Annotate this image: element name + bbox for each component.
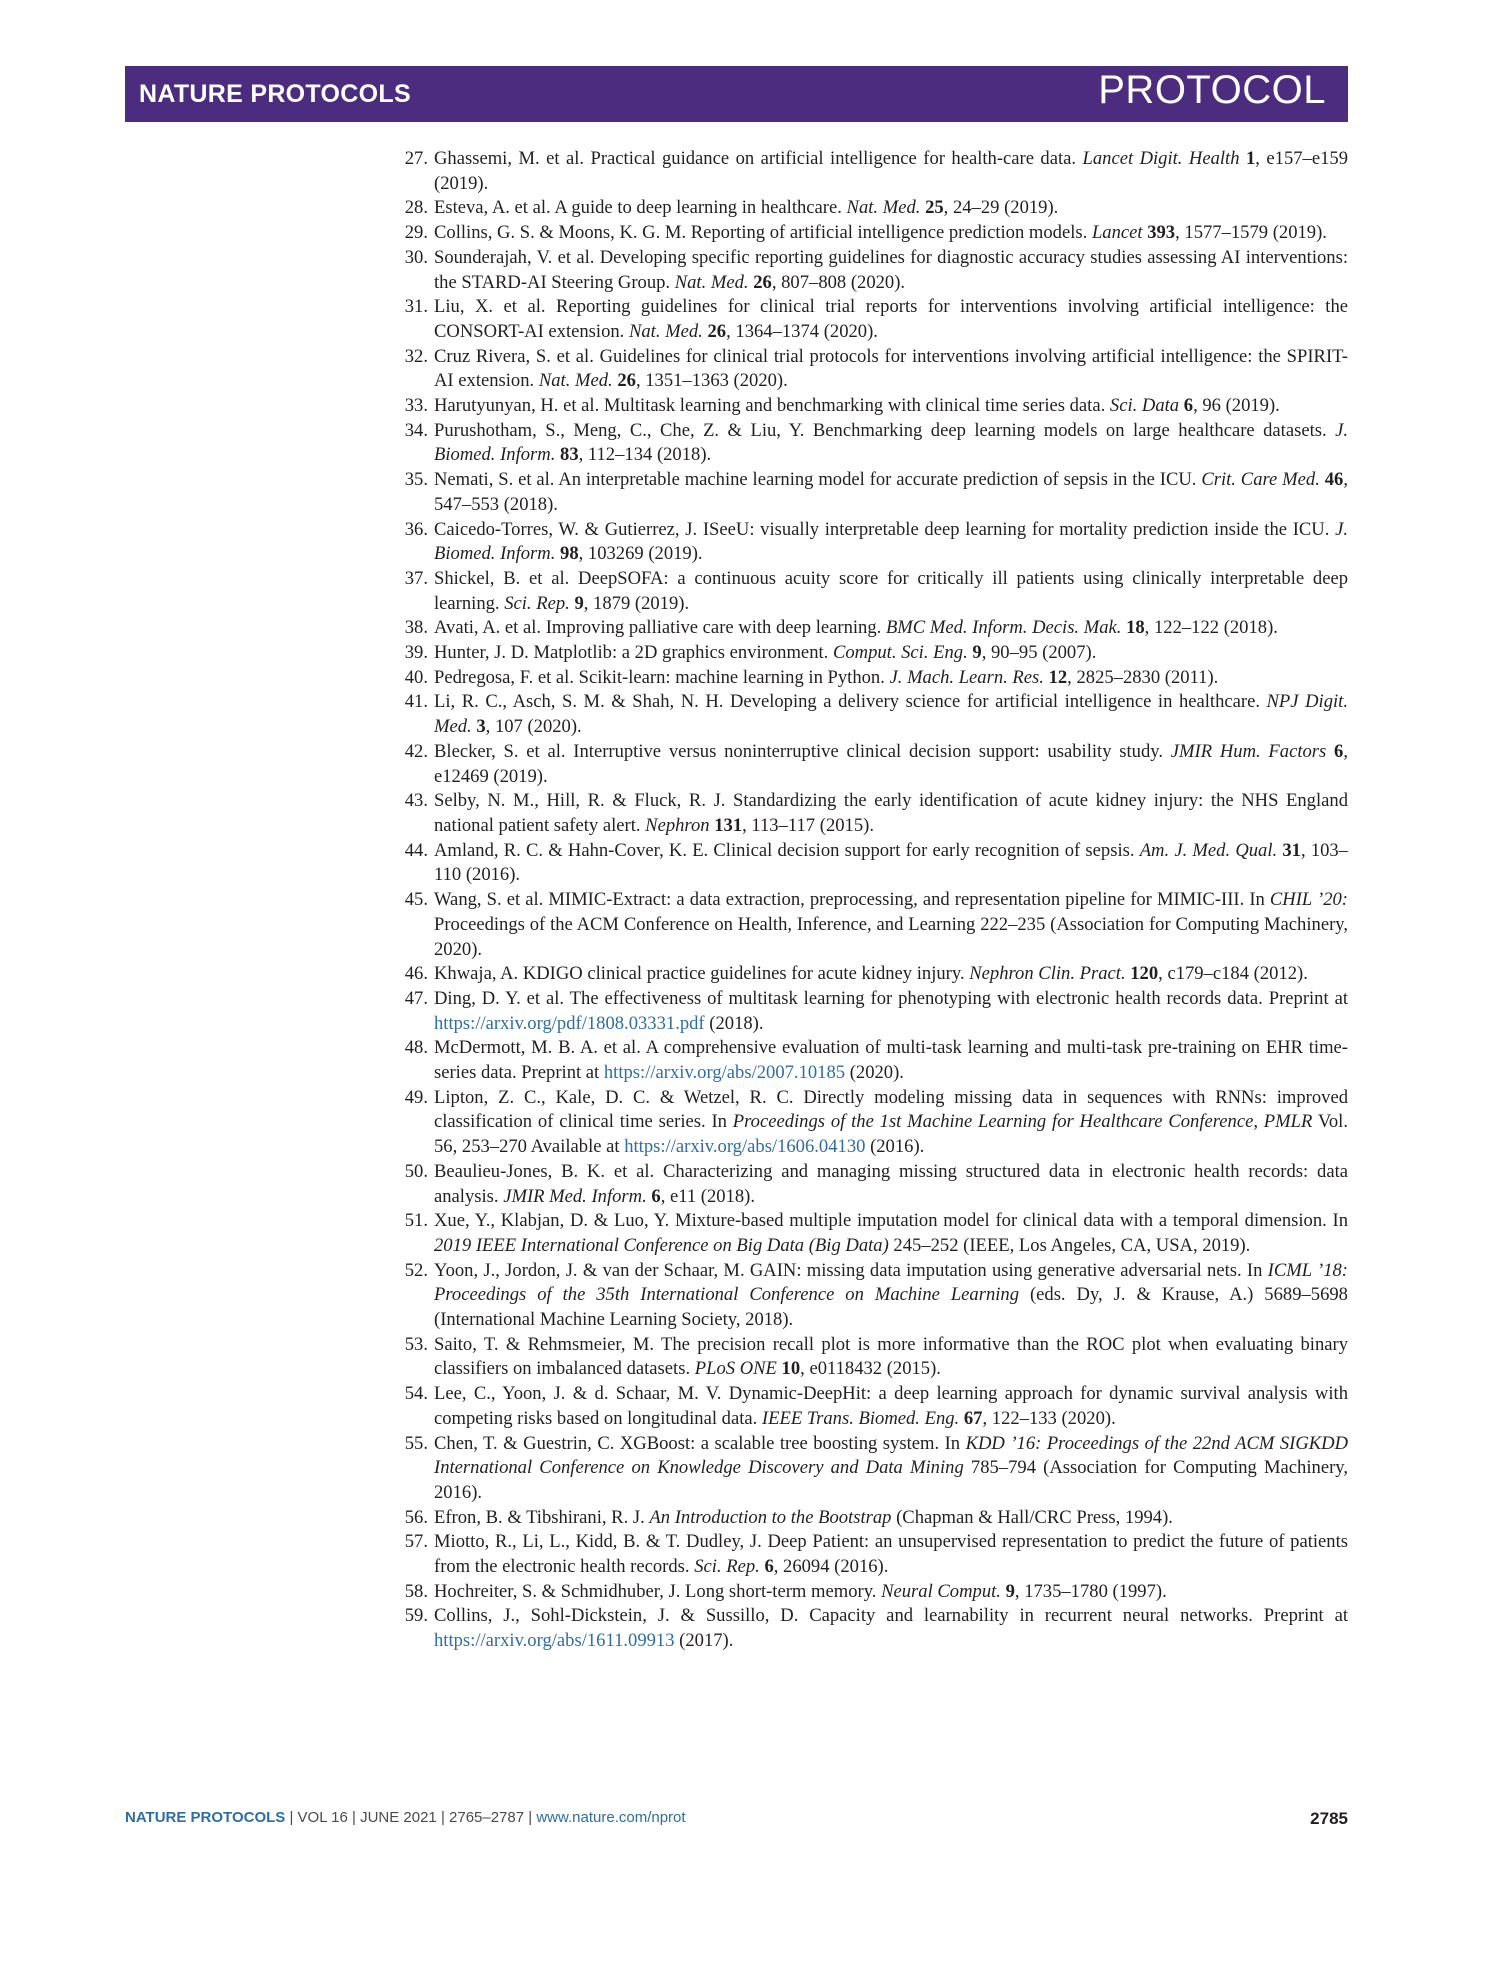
reference-text: Shickel, B. et al. DeepSOFA: a continuous acuity score for critically ill patients using clinically interpretable deep learning. [434, 567, 1348, 614]
reference-text: Avati, A. et al. Improving palliative care with deep learning. [434, 617, 886, 639]
reference-volume: 25 [925, 197, 944, 219]
reference-text: Harutyunyan, H. et al. Multitask learning and benchmarking with clinical time series data. [434, 395, 1110, 417]
reference-text: (2020). [845, 1062, 904, 1084]
reference-link[interactable]: https://arxiv.org/abs/2007.10185 [603, 1062, 846, 1084]
reference-volume: 131 [714, 814, 743, 836]
reference-text: Hochreiter, S. & Schmidhuber, J. Long short-term memory. [434, 1580, 882, 1602]
reference-text: , 1364–1374 (2020). [726, 320, 878, 342]
reference-number: 54. [404, 1383, 428, 1405]
reference-text: Wang, S. et al. MIMIC-Extract: a data extraction, preprocessing, and representation pipeline for MIMIC-III. In [434, 889, 1270, 911]
reference-journal: Sci. Rep. [694, 1556, 760, 1578]
reference-item [404, 1333, 1348, 1382]
reference-text: , 96 (2019). [1193, 395, 1280, 417]
reference-number: 45. [404, 889, 428, 911]
reference-text: , 807–808 (2020). [771, 271, 906, 293]
reference-number: 48. [404, 1037, 428, 1059]
reference-text: Ghassemi, M. et al. Practical guidance on artificial intelligence for health-care data. [434, 148, 1083, 169]
reference-journal: Proceedings of the 1st Machine Learning for Healthcare Conference, PMLR [732, 1111, 1313, 1133]
reference-journal: Lancet Digit. Health [1082, 148, 1240, 169]
reference-item [404, 690, 1348, 739]
reference-text: , 1879 (2019). [583, 592, 690, 614]
reference-journal: Sci. Data [1109, 395, 1180, 417]
reference-item [404, 468, 1348, 517]
reference-text: , 113–117 (2015). [742, 814, 874, 836]
reference-journal: Comput. Sci. Eng. [832, 642, 968, 664]
reference-item [404, 1382, 1348, 1431]
reference-text: , 24–29 (2019). [943, 197, 1059, 219]
reference-text: , 103269 (2019). [578, 543, 703, 565]
reference-journal: KDD ’16: Proceedings of the 22nd ACM SIGKDD International Conference on Knowledge Discovery and Data Mining [434, 1432, 1349, 1479]
reference-text: , e157–e159 (2019). [434, 148, 1348, 194]
reference-link[interactable]: https://arxiv.org/abs/1611.09913 [434, 1630, 675, 1652]
reference-text: , 26094 (2016). [773, 1556, 889, 1578]
reference-journal: PLoS ONE [694, 1358, 777, 1380]
journal-header-bar [125, 66, 1348, 122]
reference-item [404, 1604, 1348, 1653]
reference-text: Efron, B. & Tibshirani, R. J. [434, 1506, 650, 1528]
reference-item [404, 641, 1348, 666]
reference-volume: 31 [1282, 839, 1301, 861]
reference-item [404, 196, 1348, 221]
reference-journal: JMIR Hum. Factors [1170, 740, 1327, 762]
reference-text: , c179–c184 (2012). [1158, 963, 1308, 985]
reference-text: Yoon, J., Jordon, J. & van der Schaar, M. GAIN: missing data imputation using generative adversarial nets. In [434, 1259, 1268, 1281]
reference-volume: 6 [651, 1185, 661, 1207]
reference-text: , 103–110 (2016). [434, 839, 1349, 886]
reference-item [404, 987, 1348, 1036]
reference-text: Li, R. C., Asch, S. M. & Shah, N. H. Developing a delivery science for artificial intelligence in healthcare. [434, 691, 1267, 713]
reference-item [404, 1209, 1348, 1258]
reference-journal: Nat. Med. [538, 370, 613, 392]
reference-text: Beaulieu-Jones, B. K. et al. Characterizing and managing missing structured data in electronic health records: data analysis. [434, 1160, 1348, 1207]
reference-item [404, 740, 1348, 789]
reference-journal: NPJ Digit. Med. [434, 691, 1348, 738]
reference-number: 39. [404, 642, 428, 664]
reference-number: 43. [404, 790, 428, 812]
reference-journal: Crit. Care Med. [1201, 469, 1320, 491]
reference-text: Selby, N. M., Hill, R. & Fluck, R. J. Standardizing the early identification of acute kidney injury: the NHS England national patient safety alert. [434, 790, 1348, 836]
reference-text: Lee, C., Yoon, J. & d. Schaar, M. V. Dynamic-DeepHit: a deep learning approach for dynamic survival analysis with competing risks based on longitudinal data. [434, 1383, 1348, 1429]
reference-text: , e11 (2018). [660, 1185, 756, 1207]
reference-number: 55. [404, 1432, 428, 1454]
reference-number: 37. [404, 567, 428, 589]
reference-item [404, 1580, 1348, 1605]
reference-journal: An Introduction to the Bootstrap [649, 1506, 892, 1528]
reference-number: 44. [404, 839, 428, 861]
reference-volume: 9 [574, 592, 584, 614]
reference-text: (2018). [704, 1012, 764, 1034]
reference-journal: IEEE Trans. Biomed. Eng. [761, 1407, 960, 1429]
reference-text: 785–794 (Association for Computing Machinery, 2016). [434, 1457, 1348, 1503]
reference-text: , 1577–1579 (2019). [1175, 222, 1327, 244]
footer-issue: | VOL 16 | JUNE 2021 | 2765–2787 | [285, 1809, 537, 1826]
reference-journal: Neural Comput. [881, 1580, 1001, 1602]
reference-text: , 122–122 (2018). [1144, 617, 1278, 639]
reference-journal: BMC Med. Inform. Decis. Mak. [885, 617, 1122, 639]
reference-text: , e0118432 (2015). [800, 1358, 941, 1380]
reference-item [404, 888, 1349, 962]
reference-number: 30. [404, 246, 428, 268]
reference-number: 52. [404, 1259, 428, 1281]
page-footer [125, 1809, 1348, 1833]
reference-item [404, 839, 1349, 888]
reference-text: Purushotham, S., Meng, C., Che, Z. & Liu, Y. Benchmarking deep learning models on large healthcare datasets. [434, 419, 1336, 441]
reference-number: 46. [404, 963, 428, 985]
reference-text: Vol. 56, 253–270 Available at [434, 1111, 1348, 1158]
reference-text: , e12469 (2019). [434, 740, 1348, 787]
reference-volume: 3 [476, 716, 486, 738]
reference-journal: CHIL ’20: [1269, 889, 1349, 911]
reference-journal: Sci. Rep. [504, 592, 570, 614]
reference-text: Collins, G. S. & Moons, K. G. M. Reporting of artificial intelligence prediction models. [434, 222, 1092, 244]
reference-text: Xue, Y., Klabjan, D. & Luo, Y. Mixture-based multiple imputation model for clinical data with a temporal dimension. In [434, 1210, 1348, 1232]
reference-number: 57. [404, 1531, 428, 1553]
reference-number: 38. [404, 617, 428, 639]
reference-text: Chen, T. & Guestrin, C. XGBoost: a scalable tree boosting system. In [434, 1432, 966, 1454]
reference-volume: 26 [707, 320, 727, 342]
reference-text: , 122–133 (2020). [982, 1407, 1116, 1429]
reference-number: 50. [404, 1160, 428, 1182]
reference-text: Cruz Rivera, S. et al. Guidelines for clinical trial protocols for interventions involving artificial intelligence: the SPIRIT-AI extension. [434, 345, 1348, 392]
reference-item [404, 1506, 1348, 1531]
reference-item [404, 345, 1348, 394]
reference-volume: 6 [1334, 740, 1344, 762]
reference-volume: 1 [1246, 148, 1256, 169]
reference-item [404, 246, 1348, 295]
reference-item [404, 789, 1348, 838]
reference-number: 35. [404, 469, 428, 491]
reference-text: Nemati, S. et al. An interpretable machine learning model for accurate prediction of sepsis in the ICU. [434, 469, 1202, 491]
journal-name: NATURE PROTOCOLS [139, 80, 411, 108]
reference-item [404, 518, 1348, 567]
reference-item [404, 666, 1348, 691]
reference-text: , 90–95 (2007). [981, 642, 1097, 664]
reference-journal: Nephron [645, 814, 710, 836]
reference-item [404, 1160, 1348, 1209]
reference-text: Sounderajah, V. et al. Developing specific reporting guidelines for diagnostic accuracy studies assessing AI interventions: the STARD-AI Steering Group. [434, 246, 1348, 293]
reference-text: Saito, T. & Rehmsmeier, M. The precision recall plot is more informative than the ROC plot when evaluating binary classifiers on imbalanced datasets. [434, 1333, 1348, 1380]
reference-volume: 6 [1183, 395, 1194, 417]
footer-url-link[interactable]: www.nature.com/nprot [536, 1809, 686, 1826]
reference-item [404, 1259, 1348, 1333]
reference-text: Miotto, R., Li, L., Kidd, B. & T. Dudley, J. Deep Patient: an unsupervised representation to predict the future of patients from the electronic health records. [434, 1531, 1348, 1578]
reference-volume: 98 [560, 543, 579, 565]
reference-text: (2017). [674, 1630, 734, 1652]
reference-journal: J. Biomed. Inform. [434, 419, 1348, 466]
footer-journal: NATURE PROTOCOLS [125, 1809, 286, 1826]
reference-text: Amland, R. C. & Hahn-Cover, K. E. Clinical decision support for early recognition of sepsis. [434, 839, 1140, 861]
reference-journal: JMIR Med. Inform. [503, 1185, 647, 1207]
reference-text: , 1735–1780 (1997). [1014, 1580, 1167, 1602]
reference-number: 40. [404, 666, 428, 688]
reference-volume: 67 [963, 1407, 983, 1429]
reference-journal: Nephron Clin. Pract. [969, 963, 1126, 985]
reference-item [404, 394, 1348, 419]
reference-text: (Chapman & Hall/CRC Press, 1994). [891, 1506, 1173, 1528]
reference-item [404, 419, 1348, 468]
reference-number: 33. [404, 395, 428, 417]
reference-text [1326, 741, 1334, 762]
reference-number: 31. [404, 296, 428, 318]
reference-text: , 2825–2830 (2011). [1067, 666, 1219, 688]
reference-number: 56. [404, 1506, 428, 1528]
reference-number: 49. [404, 1086, 428, 1108]
reference-journal: Am. J. Med. Qual. [1139, 839, 1278, 861]
reference-item [404, 567, 1348, 616]
reference-volume: 10 [781, 1358, 801, 1380]
reference-item [404, 147, 1348, 196]
reference-item [404, 1086, 1348, 1160]
reference-text: Hunter, J. D. Matplotlib: a 2D graphics environment. [434, 642, 833, 664]
reference-text: Proceedings of the ACM Conference on Health, Inference, and Learning 222–235 (Association for Computing Machinery, 2020). [434, 913, 1348, 960]
reference-text: , 112–134 (2018). [578, 444, 712, 466]
reference-text: , 107 (2020). [485, 716, 582, 738]
reference-item [404, 616, 1348, 641]
reference-volume: 9 [1005, 1580, 1015, 1602]
reference-text: Collins, J., Sohl-Dickstein, J. & Sussillo, D. Capacity and learnability in recurrent neural networks. Preprint at [434, 1605, 1348, 1627]
reference-number: 51. [404, 1210, 428, 1232]
reference-text: Khwaja, A. KDIGO clinical practice guidelines for acute kidney injury. [434, 963, 970, 985]
reference-text: Lipton, Z. C., Kale, D. C. & Wetzel, R. C. Directly modeling missing data in sequences with RNNs: improved classification of clinical time series. In [434, 1086, 1348, 1133]
reference-journal: J. Mach. Learn. Res. [889, 666, 1044, 688]
reference-number: 42. [404, 740, 428, 762]
reference-volume: 393 [1147, 222, 1176, 244]
reference-volume: 26 [617, 370, 636, 392]
reference-number: 34. [404, 419, 428, 441]
reference-text: (eds. Dy, J. & Krause, A.) 5689–5698 (International Machine Learning Society, 2018). [434, 1284, 1348, 1331]
reference-number: 32. [404, 345, 428, 367]
reference-text: , 547–553 (2018). [434, 469, 1348, 515]
reference-text: McDermott, M. B. A. et al. A comprehensive evaluation of multi-task learning and multi-task pre-training on EHR time-series data. Preprint at [434, 1037, 1348, 1084]
reference-link[interactable]: https://arxiv.org/pdf/1808.03331.pdf [434, 1012, 705, 1034]
reference-journal: Nat. Med. [628, 320, 703, 342]
reference-list [404, 147, 1349, 1654]
reference-text: Esteva, A. et al. A guide to deep learning in healthcare. [434, 197, 847, 219]
reference-number: 27. [404, 148, 428, 169]
reference-volume: 26 [753, 271, 772, 293]
reference-volume: 18 [1126, 617, 1145, 639]
reference-item [404, 1036, 1348, 1085]
reference-text: Blecker, S. et al. Interruptive versus noninterruptive clinical decision support: usability study. [434, 740, 1171, 762]
reference-journal: Lancet [1091, 222, 1143, 244]
reference-volume: 12 [1048, 666, 1068, 688]
reference-number: 58. [404, 1580, 428, 1602]
reference-journal: Nat. Med. [674, 271, 749, 293]
footer-citation [125, 1809, 686, 1826]
reference-text: 245–252 (IEEE, Los Angeles, CA, USA, 2019). [888, 1234, 1251, 1256]
reference-number: 59. [404, 1605, 428, 1627]
article-type-label: PROTOCOL [1098, 68, 1326, 112]
reference-number: 53. [404, 1333, 428, 1355]
reference-item [404, 221, 1348, 246]
reference-text: Pedregosa, F. et al. Scikit-learn: machine learning in Python. [434, 666, 890, 688]
reference-link[interactable]: https://arxiv.org/abs/1606.04130 [624, 1136, 866, 1158]
reference-volume: 83 [560, 444, 579, 466]
reference-item [404, 295, 1348, 344]
reference-volume: 46 [1324, 469, 1344, 491]
reference-volume: 9 [972, 642, 982, 664]
reference-text: (2016). [865, 1136, 925, 1158]
page-number: 2785 [1310, 1809, 1348, 1828]
reference-journal: ICML ’18: Proceedings of the 35th International Conference on Machine Learning [434, 1259, 1348, 1306]
reference-journal: 2019 IEEE International Conference on Big Data (Big Data) [434, 1234, 889, 1256]
reference-journal: Nat. Med. [846, 197, 921, 219]
reference-item [404, 1432, 1349, 1506]
reference-number: 36. [404, 518, 428, 540]
reference-number: 41. [404, 691, 428, 713]
reference-journal: J. Biomed. Inform. [434, 518, 1348, 565]
reference-item [404, 962, 1348, 987]
reference-text: Ding, D. Y. et al. The effectiveness of multitask learning for phenotyping with electronic health records data. Preprint at [434, 987, 1348, 1009]
reference-volume: 120 [1130, 963, 1159, 985]
reference-text: Liu, X. et al. Reporting guidelines for clinical trial reports for interventions involving artificial intelligence: the CONSORT-AI extension. [434, 296, 1348, 342]
reference-item [404, 1530, 1348, 1579]
reference-number: 47. [404, 987, 428, 1009]
reference-volume: 6 [764, 1556, 774, 1578]
reference-text: Caicedo-Torres, W. & Gutierrez, J. ISeeU: visually interpretable deep learning for mortality prediction inside the ICU. [434, 518, 1336, 540]
reference-number: 28. [404, 197, 428, 219]
reference-text: , 1351–1363 (2020). [635, 370, 788, 392]
reference-number: 29. [404, 222, 428, 244]
